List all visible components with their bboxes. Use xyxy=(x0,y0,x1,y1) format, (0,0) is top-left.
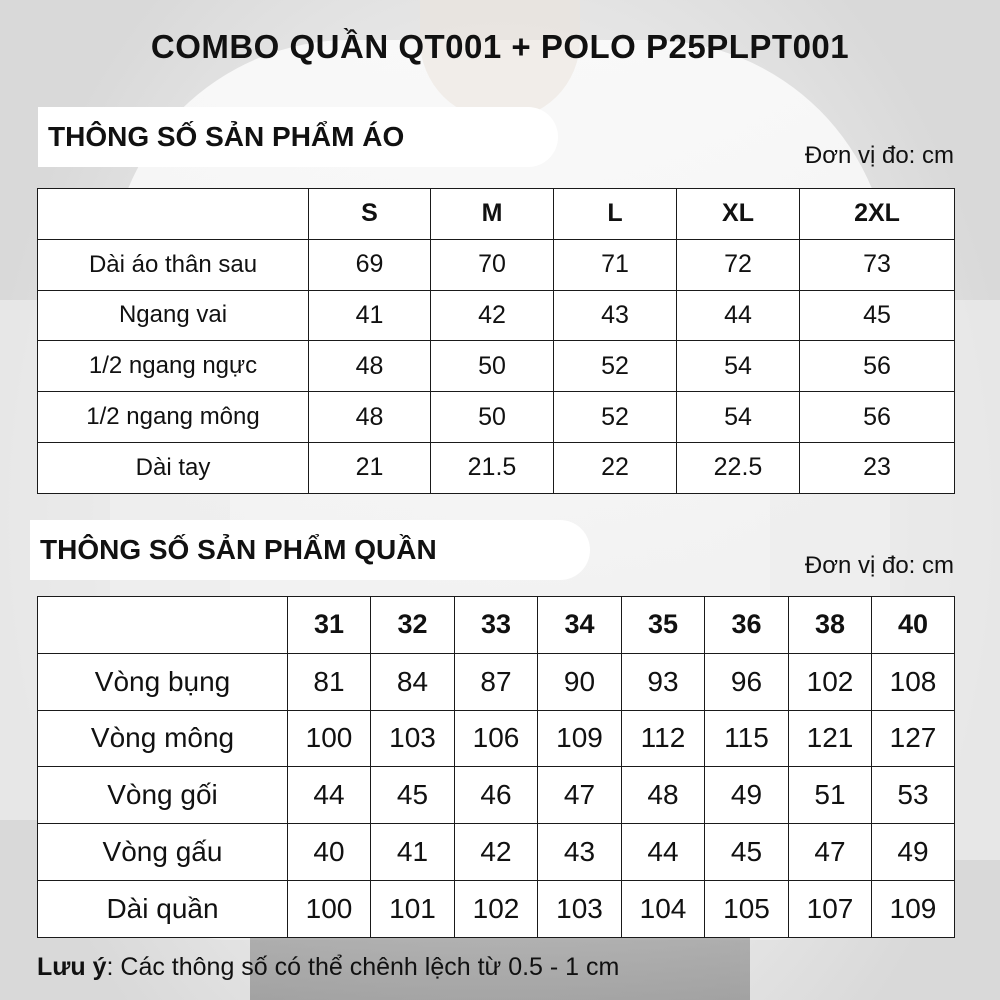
header-cell: 33 xyxy=(455,597,538,654)
row-label: Vòng bụng xyxy=(38,653,288,710)
table-cell: 44 xyxy=(677,290,800,341)
table-row xyxy=(38,880,955,937)
shirt-section-heading: THÔNG SỐ SẢN PHẨM ÁO xyxy=(38,107,558,167)
row-label: Ngang vai xyxy=(38,290,309,341)
pants-section-heading: THÔNG SỐ SẢN PHẨM QUẦN xyxy=(30,520,590,580)
table-cell: 47 xyxy=(538,767,622,824)
table-cell: 52 xyxy=(554,341,677,392)
table-cell: 127 xyxy=(872,710,955,767)
table-cell: 54 xyxy=(677,341,800,392)
header-cell: 40 xyxy=(872,597,955,654)
table-cell: 71 xyxy=(554,239,677,290)
row-label: Dài áo thân sau xyxy=(38,239,309,290)
table-cell: 108 xyxy=(872,653,955,710)
table-cell: 104 xyxy=(622,880,705,937)
table-header-row xyxy=(38,597,955,654)
table-cell: 45 xyxy=(371,767,455,824)
table-cell: 45 xyxy=(800,290,955,341)
table-cell: 21.5 xyxy=(431,442,554,493)
header-cell: XL xyxy=(677,189,800,240)
table-cell: 42 xyxy=(431,290,554,341)
table-cell: 81 xyxy=(288,653,371,710)
shirt-unit-label: Đơn vị đo: cm xyxy=(804,142,954,169)
row-label: Vòng mông xyxy=(38,710,288,767)
pants-size-table xyxy=(37,596,955,938)
table-cell: 48 xyxy=(622,767,705,824)
header-cell: M xyxy=(431,189,554,240)
table-cell: 102 xyxy=(455,880,538,937)
header-cell: 31 xyxy=(288,597,371,654)
table-cell: 103 xyxy=(371,710,455,767)
table-row xyxy=(38,341,955,392)
table-cell: 109 xyxy=(872,880,955,937)
table-row xyxy=(38,653,955,710)
table-cell: 70 xyxy=(431,239,554,290)
header-cell xyxy=(38,189,309,240)
row-label: 1/2 ngang mông xyxy=(38,392,309,443)
table-cell: 109 xyxy=(538,710,622,767)
header-cell xyxy=(38,597,288,654)
table-cell: 100 xyxy=(288,710,371,767)
table-cell: 54 xyxy=(677,392,800,443)
table-cell: 46 xyxy=(455,767,538,824)
table-cell: 100 xyxy=(288,880,371,937)
table-cell: 51 xyxy=(789,767,872,824)
table-cell: 21 xyxy=(309,442,431,493)
table-cell: 121 xyxy=(789,710,872,767)
row-label: Dài quần xyxy=(38,880,288,937)
table-cell: 115 xyxy=(705,710,789,767)
header-cell: S xyxy=(309,189,431,240)
table-row xyxy=(38,239,955,290)
header-cell: 35 xyxy=(622,597,705,654)
table-cell: 87 xyxy=(455,653,538,710)
pants-unit-label: Đơn vị đo: cm xyxy=(804,552,954,579)
header-cell: L xyxy=(554,189,677,240)
row-label: 1/2 ngang ngực xyxy=(38,341,309,392)
table-cell: 48 xyxy=(309,341,431,392)
table-cell: 73 xyxy=(800,239,955,290)
table-cell: 105 xyxy=(705,880,789,937)
table-cell: 44 xyxy=(288,767,371,824)
table-cell: 49 xyxy=(705,767,789,824)
table-cell: 93 xyxy=(622,653,705,710)
table-cell: 45 xyxy=(705,824,789,881)
table-cell: 106 xyxy=(455,710,538,767)
table-cell: 42 xyxy=(455,824,538,881)
table-cell: 101 xyxy=(371,880,455,937)
table-cell: 50 xyxy=(431,341,554,392)
table-cell: 41 xyxy=(309,290,431,341)
table-cell: 90 xyxy=(538,653,622,710)
footnote-label: Lưu ý xyxy=(37,953,107,981)
header-cell: 32 xyxy=(371,597,455,654)
table-row xyxy=(38,824,955,881)
table-cell: 22.5 xyxy=(677,442,800,493)
table-row xyxy=(38,767,955,824)
table-cell: 96 xyxy=(705,653,789,710)
table-row xyxy=(38,442,955,493)
table-cell: 43 xyxy=(554,290,677,341)
table-cell: 49 xyxy=(872,824,955,881)
header-cell: 2XL xyxy=(800,189,955,240)
header-cell: 34 xyxy=(538,597,622,654)
page-title: COMBO QUẦN QT001 + POLO P25PLPT001 xyxy=(150,28,850,65)
table-cell: 43 xyxy=(538,824,622,881)
table-cell: 112 xyxy=(622,710,705,767)
shirt-size-table xyxy=(37,188,955,494)
table-cell: 22 xyxy=(554,442,677,493)
table-cell: 53 xyxy=(872,767,955,824)
table-cell: 56 xyxy=(800,341,955,392)
table-cell: 50 xyxy=(431,392,554,443)
footnote xyxy=(37,953,619,982)
table-cell: 84 xyxy=(371,653,455,710)
table-row xyxy=(38,710,955,767)
header-cell: 36 xyxy=(705,597,789,654)
table-cell: 107 xyxy=(789,880,872,937)
table-cell: 56 xyxy=(800,392,955,443)
header-cell: 38 xyxy=(789,597,872,654)
row-label: Vòng gấu xyxy=(38,824,288,881)
table-cell: 41 xyxy=(371,824,455,881)
footnote-text: : Các thông số có thể chênh lệch từ 0.5 - 1 cm xyxy=(106,953,620,981)
table-cell: 44 xyxy=(622,824,705,881)
table-row xyxy=(38,290,955,341)
table-cell: 69 xyxy=(309,239,431,290)
table-header-row xyxy=(38,189,955,240)
row-label: Vòng gối xyxy=(38,767,288,824)
table-cell: 23 xyxy=(800,442,955,493)
table-cell: 72 xyxy=(677,239,800,290)
table-cell: 103 xyxy=(538,880,622,937)
table-row xyxy=(38,392,955,443)
table-cell: 40 xyxy=(288,824,371,881)
row-label: Dài tay xyxy=(38,442,309,493)
table-cell: 47 xyxy=(789,824,872,881)
table-cell: 48 xyxy=(309,392,431,443)
table-cell: 52 xyxy=(554,392,677,443)
table-cell: 102 xyxy=(789,653,872,710)
